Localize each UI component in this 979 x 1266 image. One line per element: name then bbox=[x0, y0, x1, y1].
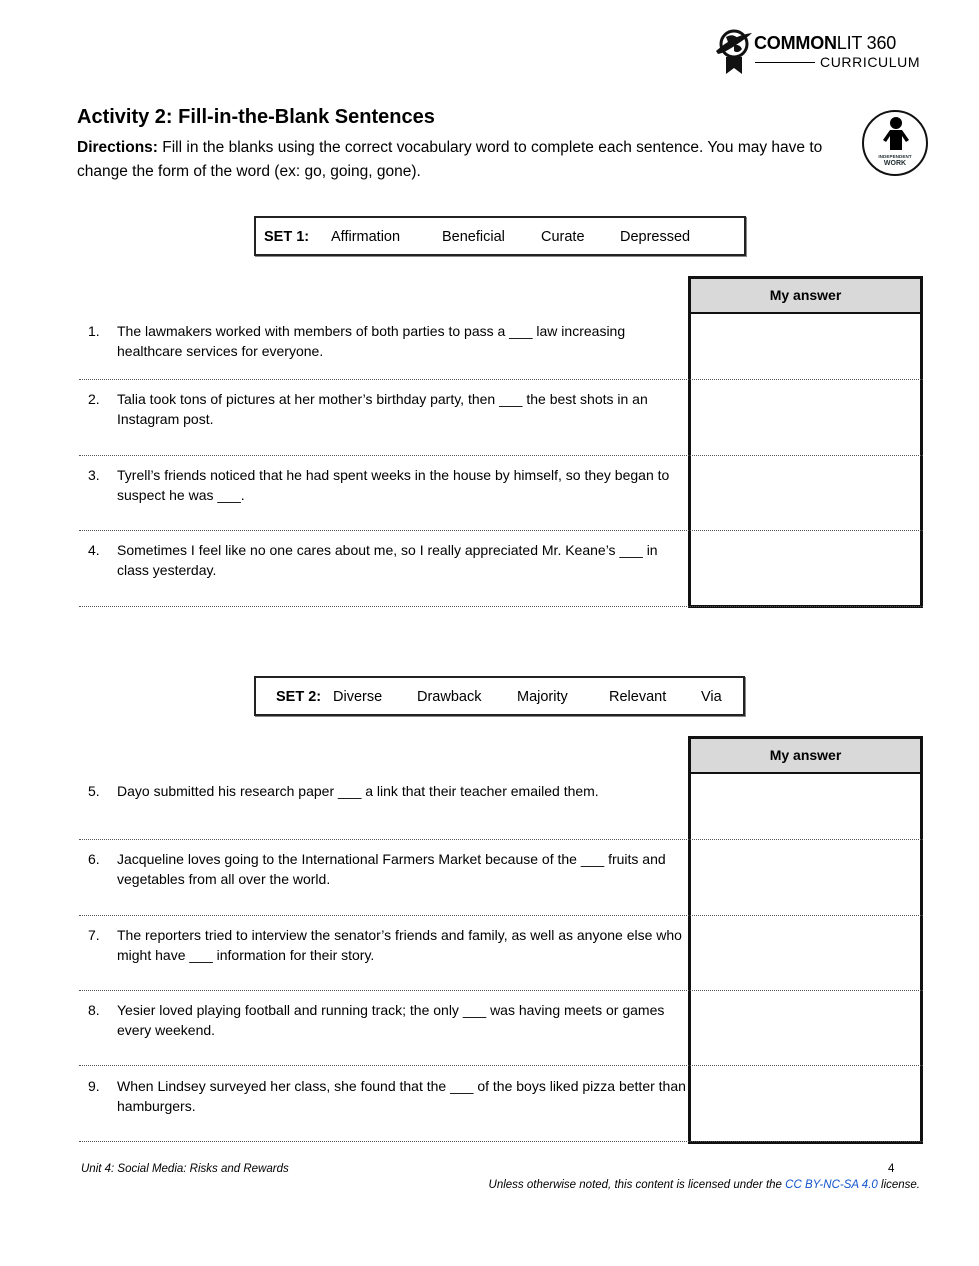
word-bank-word: Via bbox=[701, 689, 722, 705]
answer-field-9[interactable] bbox=[691, 1066, 920, 1140]
question-number: 8. bbox=[88, 1002, 100, 1018]
word-bank-word: Drawback bbox=[417, 689, 482, 705]
badge-line2: WORK bbox=[883, 160, 907, 167]
question-number: 9. bbox=[88, 1078, 100, 1094]
row-divider bbox=[79, 455, 923, 456]
set2-label: SET 2: bbox=[276, 689, 322, 705]
license-suffix: license. bbox=[877, 1179, 920, 1191]
commonlit-logo bbox=[714, 27, 924, 77]
footer-unit: Unit 4: Social Media: Risks and Rewards bbox=[81, 1163, 289, 1175]
question-text: When Lindsey surveyed her class, she found that the ___ of the boys liked pizza better than hamburgers. bbox=[117, 1078, 686, 1114]
question-text: Sometimes I feel like no one cares about me, so I really appreciated Mr. Keane’s ___ in class yesterday. bbox=[117, 542, 658, 578]
question-text: Jacqueline loves going to the International Farmers Market because of the ___ fruits and vegetables from all over the world. bbox=[117, 851, 666, 887]
page-title: Activity 2: Fill-in-the-Blank Sentences bbox=[77, 106, 435, 128]
question-text: Talia took tons of pictures at her mother’s birthday party, then ___ the best shots in an Instagram post. bbox=[117, 391, 648, 427]
row-divider bbox=[79, 915, 923, 916]
answer-field-2[interactable] bbox=[691, 380, 920, 455]
answer-field-3[interactable] bbox=[691, 456, 920, 530]
question-number: 2. bbox=[88, 391, 100, 407]
directions bbox=[77, 136, 837, 184]
question-text: Yesier loved playing football and running track; the only ___ was having meets or games every weekend. bbox=[117, 1002, 665, 1038]
question-text: Tyrell’s friends noticed that he had spent weeks in the house by himself, so they began to suspect he was ___. bbox=[117, 467, 670, 503]
question-table-set2 bbox=[79, 736, 923, 1146]
question-table-set1 bbox=[79, 276, 923, 608]
question-number: 6. bbox=[88, 851, 100, 867]
independent-work-badge bbox=[862, 110, 928, 176]
word-bank-word: Diverse bbox=[333, 689, 383, 705]
row-divider bbox=[79, 379, 923, 380]
question-text: The reporters tried to interview the senator’s friends and family, as well as anyone else who might have ___ information for their story. bbox=[117, 927, 682, 963]
answer-column-header: My answer bbox=[691, 739, 920, 774]
word-bank-set1 bbox=[254, 216, 746, 256]
question-text: The lawmakers worked with members of both parties to pass a ___ law increasing healthcare services for everyone. bbox=[117, 323, 626, 359]
page-number: 4 bbox=[888, 1163, 895, 1175]
word-bank-word: Curate bbox=[541, 229, 585, 245]
question-number: 7. bbox=[88, 927, 100, 943]
row-divider bbox=[79, 990, 923, 991]
directions-label: Directions: bbox=[77, 139, 158, 156]
word-bank-word: Depressed bbox=[620, 229, 691, 245]
word-bank-word: Majority bbox=[517, 689, 568, 705]
question-number: 4. bbox=[88, 542, 100, 558]
directions-text: Fill in the blanks using the correct vocabulary word to complete each sentence. You may have to change the form of the word (ex: go, going, gone). bbox=[77, 139, 823, 180]
badge-line1: INDEPENDENT bbox=[878, 154, 912, 159]
word-bank-word: Affirmation bbox=[331, 229, 401, 245]
footer-license bbox=[489, 1179, 920, 1191]
row-divider bbox=[79, 606, 923, 607]
answer-column-header: My answer bbox=[691, 279, 920, 314]
globe-ribbon-icon bbox=[714, 27, 754, 77]
license-prefix: Unless otherwise noted, this content is licensed under the bbox=[488, 1179, 786, 1191]
logo-brand: COMMONLIT 360 bbox=[754, 33, 897, 53]
license-link[interactable]: CC BY-NC-SA 4.0 bbox=[785, 1179, 878, 1191]
question-number: 5. bbox=[88, 783, 100, 799]
answer-field-4[interactable] bbox=[691, 531, 920, 605]
answer-field-8[interactable] bbox=[691, 991, 920, 1065]
word-bank-set2 bbox=[254, 676, 745, 716]
answer-field-5[interactable] bbox=[691, 774, 920, 839]
answer-field-7[interactable] bbox=[691, 916, 920, 990]
row-divider bbox=[79, 1141, 923, 1142]
answer-field-1[interactable] bbox=[691, 314, 920, 379]
row-divider bbox=[79, 1065, 923, 1066]
row-divider bbox=[79, 530, 923, 531]
answer-field-6[interactable] bbox=[691, 840, 920, 915]
word-bank-word: Beneficial bbox=[442, 229, 505, 245]
set1-label: SET 1: bbox=[264, 229, 310, 245]
question-text: Dayo submitted his research paper ___ a link that their teacher emailed them. bbox=[117, 783, 599, 799]
person-icon bbox=[881, 116, 911, 152]
logo-subtitle: CURRICULUM bbox=[820, 54, 921, 70]
logo-divider bbox=[755, 62, 815, 63]
question-number: 1. bbox=[88, 323, 100, 339]
word-bank-word: Relevant bbox=[609, 689, 667, 705]
row-divider bbox=[79, 839, 923, 840]
question-number: 3. bbox=[88, 467, 100, 483]
